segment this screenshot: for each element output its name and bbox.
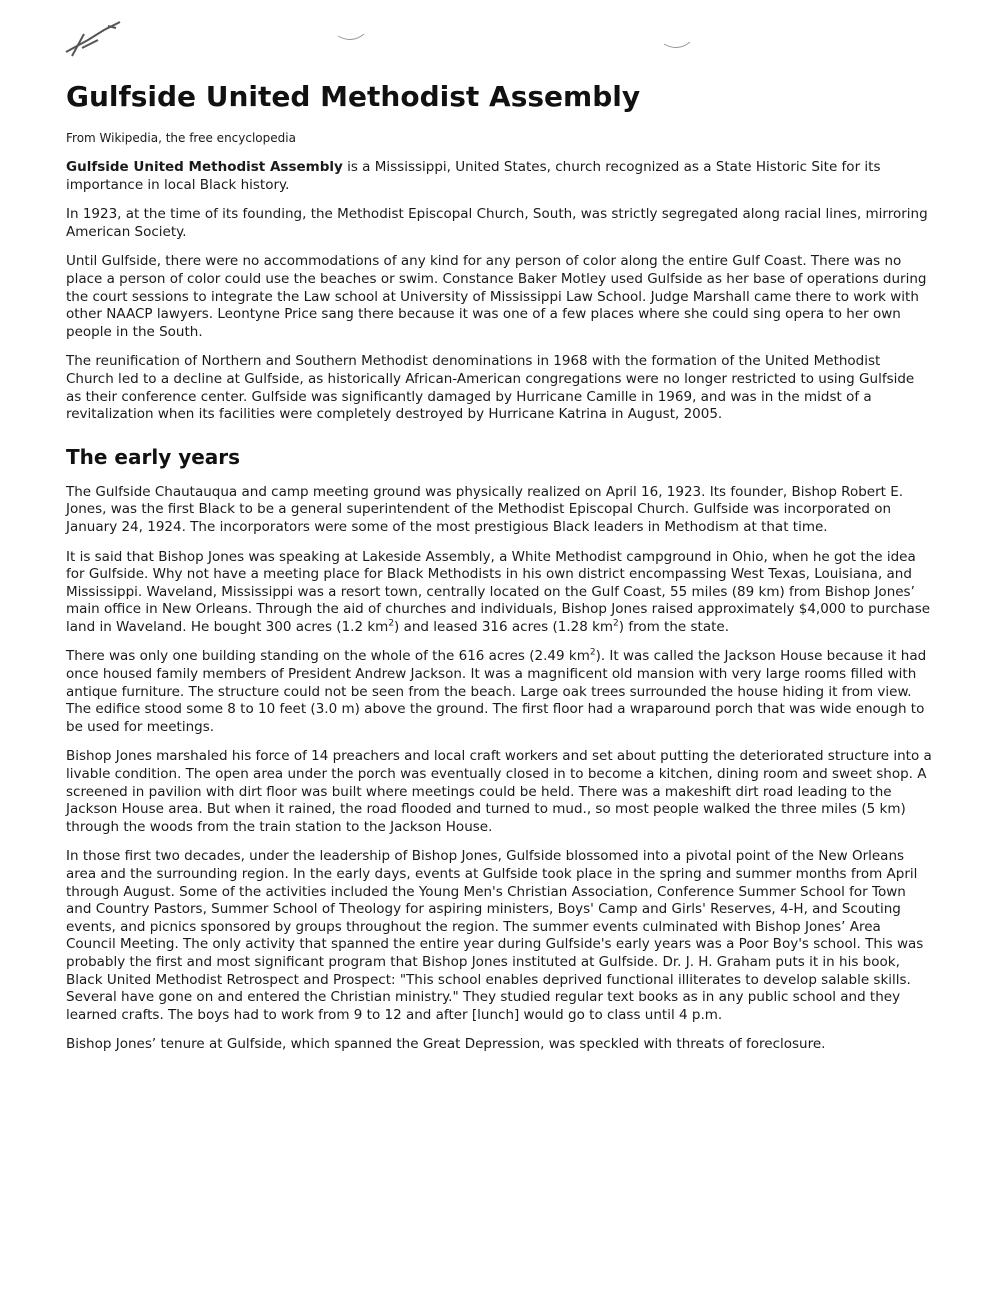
- superscript: 2: [613, 618, 619, 629]
- paragraph-text: It is said that Bishop Jones was speaking at Lakeside Assembly, a White Methodist campground in Ohio, when he got the idea for Gulfside. Why not have a meeting place for Black Methodists in his own district encompassing West Texas, Louisiana, and Mississippi. Waveland, Mississippi was a resort town, centrally located on the Gulf Coast, 55 miles (89 km) from Bishop Jones’ main office in New Orleans. Through the aid of churches and individuals, Bishop Jones raised approximately $4,000 to purchase land in Waveland. He bought 300 acres (1.2 km: [66, 548, 931, 635]
- paragraph-text: ) from the state.: [618, 618, 729, 635]
- section-heading-early-years: The early years: [66, 444, 241, 469]
- early-years-paragraph-4: Bishop Jones marshaled his force of 14 preachers and local craft workers and set about putting the deteriorated structure into a livable condition. The open area under the porch was eventually closed in to become a kitchen, dining room and sweet shop. A screened in pavilion with dirt floor was built where meetings could be held. There was a makeshift dirt road leading to the Jackson House area. But when it rained, the road flooded and turned to mud., so most people walked the three miles (5 km) through the woods from the train station to the Jackson House.: [66, 748, 932, 835]
- early-years-paragraph-5: In those first two decades, under the leadership of Bishop Jones, Gulfside blossomed into a pivotal point of the New Orleans area and the surrounding region. In the early days, events at Gulfside took place in the spring and summer months from April through August. Some of the activities included the Young Men's Christian Association, Conference Summer School for Town and Country Pastors, Summer School of Theology for aspiring ministers, Boys' Camp and Girls' Reserves, 4-H, and Scouting events, and picnics sponsored by groups throughout the region. The summer events culminated with Bishop Jones’ Area Council Meeting. The only activity that spanned the entire year during Gulfside's early years was a Poor Boy's school. This was probably the first and most significant program that Bishop Jones instituted at Gulfside. Dr. J. H. Graham puts it in his book, Black United Methodist Retrospect and Prospect: "This school enables deprived functional illiterates to develop salable skills. Several have gone on and entered the Christian ministry." They studied regular text books as in any public school and they learned crafts. The boys had to work from 9 to 12 and after [lunch] would go to class until 4 p.m.: [66, 848, 924, 1023]
- early-years-paragraph-2: [66, 549, 932, 637]
- article-source-line: From Wikipedia, the free encyclopedia: [66, 131, 296, 145]
- intro-paragraph-1: [66, 159, 932, 194]
- staple-mark-icon: [66, 22, 120, 56]
- intro-paragraph-1-text: is a Mississippi, United States, church recognized as a State Historic Site for its importance in local Black history.: [66, 159, 881, 193]
- intro-paragraph-2: In 1923, at the time of its founding, the Methodist Episcopal Church, South, was strictly segregated along racial lines, mirroring American Society.: [66, 206, 928, 240]
- superscript: 2: [589, 647, 596, 658]
- superscript: 2: [388, 618, 395, 629]
- early-years-paragraph-3: [66, 648, 932, 736]
- paragraph-text: ). It was called the Jackson House because it had once housed family members of President Andrew Jackson. It was a magnificent old mansion with very large rooms filled with antique furniture. The structure could not be seen from the beach. Large oak trees surrounded the house hiding it from view. The edifice stood some 8 to 10 feet (3.0 m) above the ground. The first floor had a wraparound porch that was wide enough to be used for meetings.: [66, 648, 927, 735]
- intro-paragraph-3: Until Gulfside, there were no accommodations of any kind for any person of color along the entire Gulf Coast. There was no place a person of color could use the beaches or swim. Constance Baker Motley used Gulfside as her base of operations during the court sessions to integrate the Law school at University of Mississippi Law School. Judge Marshall came there to work with other NAACP lawyers. Leontyne Price sang there because it was one of a few places where she could sing opera to her own people in the South.: [66, 253, 927, 340]
- punch-hole-mark: [664, 42, 690, 48]
- intro-paragraph-4: The reunification of Northern and Southern Methodist denominations in 1968 with the formation of the United Methodist Church led to a decline at Gulfside, as historically African-American congregations were no longer restricted to using Gulfside as their conference center. Gulfside was significantly damaged by Hurricane Camille in 1969, and was in the midst of a revitalization when its facilities were completely destroyed by Hurricane Katrina in August, 2005.: [66, 353, 915, 423]
- article: [66, 80, 932, 1066]
- early-years-paragraph-6: Bishop Jones’ tenure at Gulfside, which spanned the Great Depression, was speckled with threats of foreclosure.: [66, 1036, 826, 1053]
- article-subject-bold: Gulfside United Methodist Assembly: [66, 159, 343, 175]
- paragraph-text: ) and leased 316 acres (1.28 km: [394, 618, 614, 635]
- paragraph-text: There was only one building standing on the whole of the 616 acres (2.49 km: [66, 648, 590, 665]
- page-title: Gulfside United Methodist Assembly: [66, 80, 641, 113]
- punch-hole-mark: [338, 34, 364, 40]
- early-years-paragraph-1: The Gulfside Chautauqua and camp meeting ground was physically realized on April 16, 1923. Its founder, Bishop Robert E. Jones, was the first Black to be a general superintendent of the Methodist Episcopal Church. Gulfside was incorporated on January 24, 1924. The incorporators were some of the most prestigious Black leaders in Methodism at that time.: [66, 483, 904, 535]
